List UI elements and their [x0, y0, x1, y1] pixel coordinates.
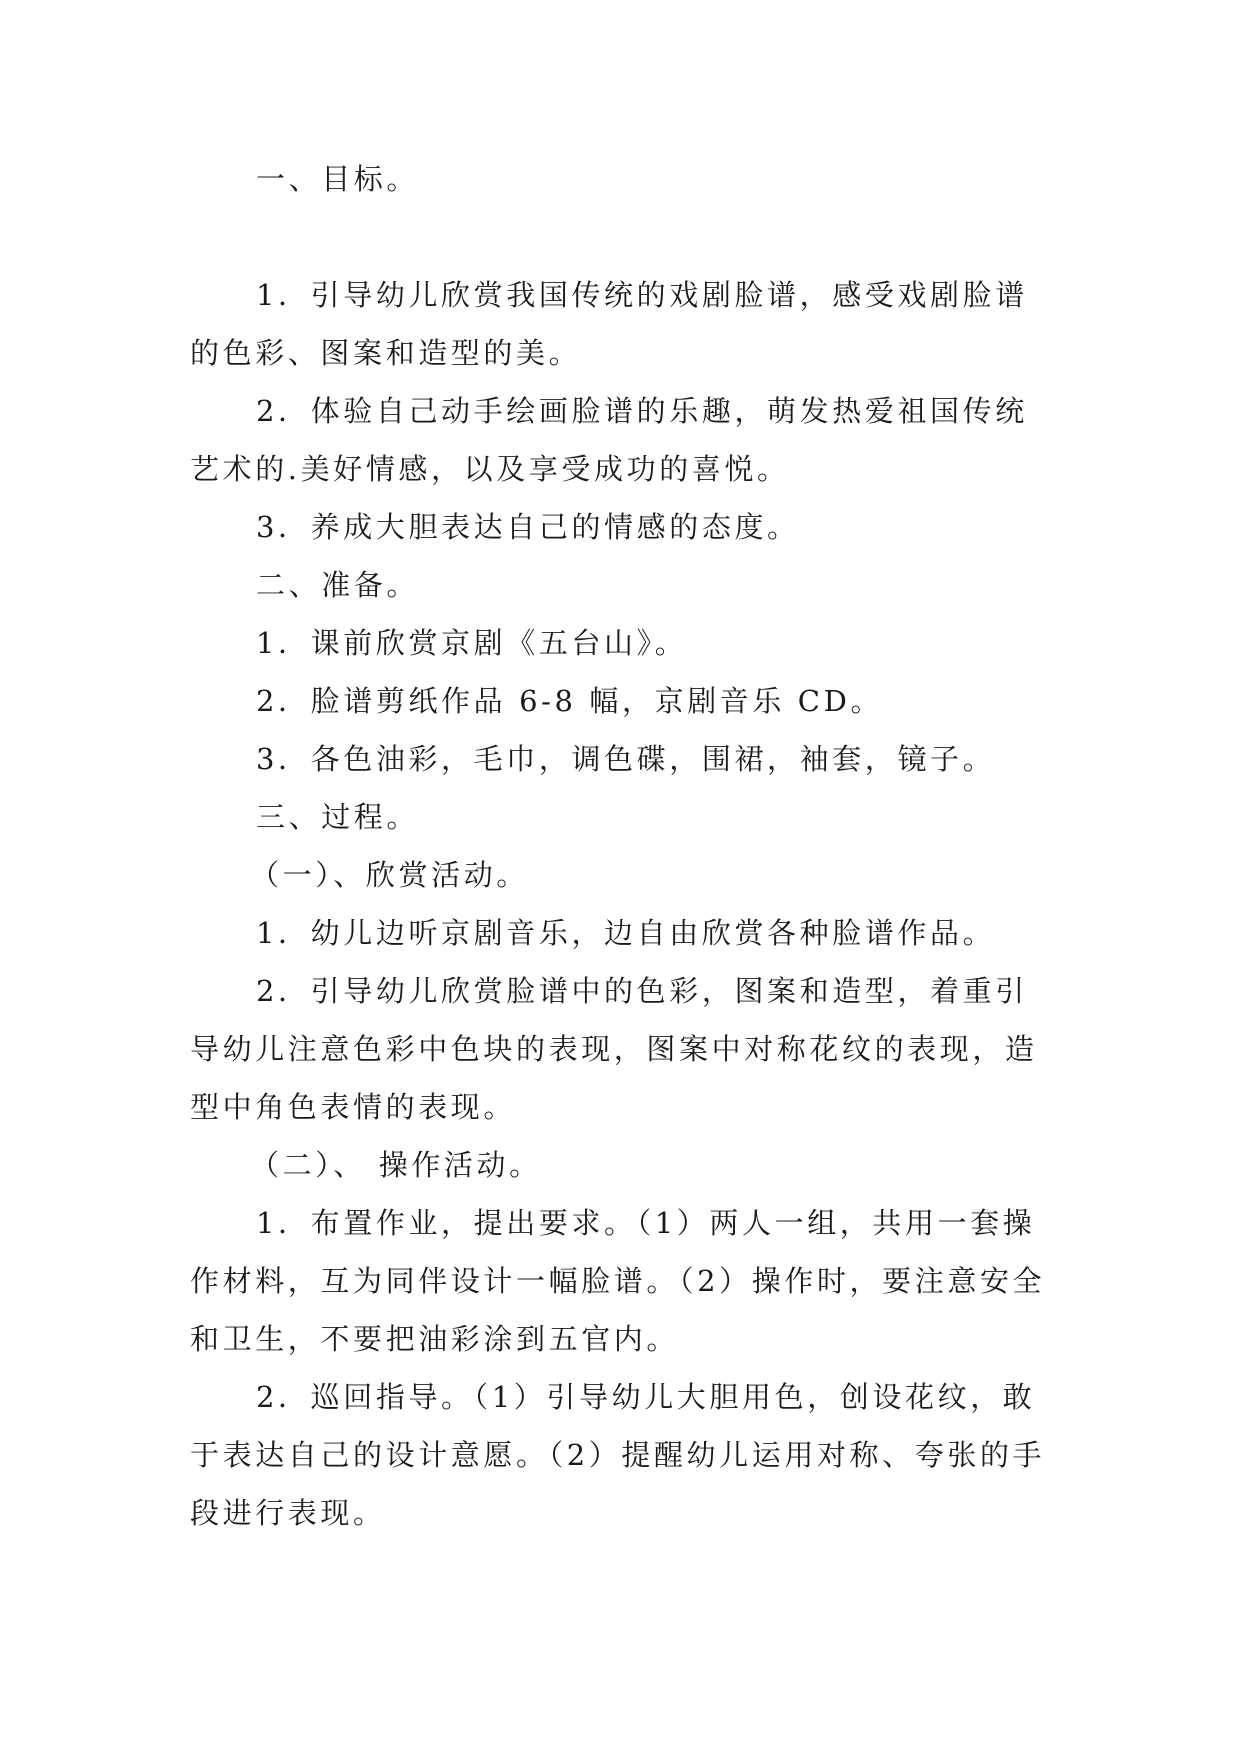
- preparation-item-1: 1．课前欣赏京剧《五台山》。: [256, 626, 688, 660]
- goal-item-2: 2．体验自己动手绘画脸谱的乐趣，萌发热爱祖国传统艺术的.美好情感，以及享受成功的喜悦。: [190, 394, 1028, 486]
- subsection-heading-appreciation: （一）、欣赏活动。: [250, 858, 529, 892]
- section-heading-process: 三、过程。: [256, 800, 420, 834]
- appreciation-item-1: 1．幼儿边听京剧音乐，边自由欣赏各种脸谱作品。: [256, 916, 996, 950]
- section-heading-goals: 一、目标。: [256, 162, 420, 196]
- operation-item-1: 1．布置作业，提出要求。（1）两人一组，共用一套操作材料，互为同伴设计一幅脸谱。（2）操作时，要注意安全和卫生，不要把油彩涂到五官内。: [190, 1206, 1046, 1356]
- goal-item-1: 1．引导幼儿欣赏我国传统的戏剧脸谱，感受戏剧脸谱的色彩、图案和造型的美。: [190, 278, 1028, 370]
- subsection-heading-operation: （二）、 操作活动。: [250, 1148, 542, 1182]
- goal-item-3: 3．养成大胆表达自己的情感的态度。: [256, 510, 800, 544]
- operation-item-2: 2．巡回指导。（1）引导幼儿大胆用色，创设花纹，敢于表达自己的设计意愿。（2）提醒幼儿运用对称、夸张的手段进行表现。: [190, 1380, 1046, 1530]
- appreciation-item-2: 2．引导幼儿欣赏脸谱中的色彩，图案和造型，着重引导幼儿注意色彩中色块的表现，图案中对称花纹的表现，造型中角色表情的表现。: [190, 974, 1038, 1124]
- preparation-item-3: 3．各色油彩，毛巾，调色碟，围裙，袖套，镜子。: [256, 742, 996, 776]
- section-heading-preparation: 二、准备。: [256, 568, 420, 602]
- preparation-item-2: 2．脸谱剪纸作品 6-8 幅，京剧音乐 CD。: [256, 684, 884, 718]
- document-body: [190, 150, 1050, 1542]
